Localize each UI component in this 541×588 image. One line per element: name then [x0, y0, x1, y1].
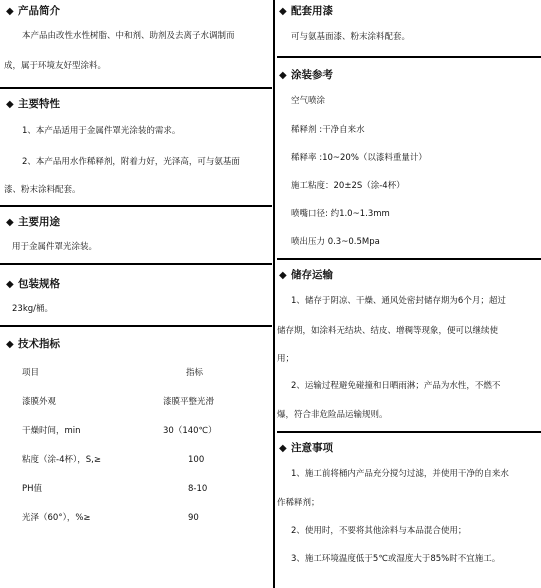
specs-cell-item: PH值	[22, 484, 43, 494]
features-line: 2、本产品用水作稀释剂，附着力好，光泽高，可与氨基面	[22, 157, 240, 167]
usage-section	[0, 211, 272, 261]
params-line: 施工粘度：20±2S（涂-4杯）	[291, 181, 405, 191]
intro-heading-text: 产品简介	[18, 5, 60, 17]
specs-cell-value: 90	[188, 513, 199, 523]
features-heading	[0, 93, 272, 115]
storage-heading	[277, 264, 541, 286]
specs-cell-value: 8-10	[188, 484, 208, 494]
specs-cell-item: 项目	[22, 368, 40, 378]
params-section	[277, 64, 541, 256]
specs-heading	[0, 333, 272, 355]
section-divider	[0, 325, 272, 327]
notes-line: 1、施工前将桶内产品充分搅匀过滤，并使用干净的自来水	[291, 469, 509, 479]
specs-cell-value: 漆膜平整光滑	[163, 397, 215, 407]
specs-cell-value: 指标	[186, 368, 204, 378]
diamond-icon: ◆	[279, 270, 287, 281]
storage-line: 储存期，如涂料无结块、结皮、增稠等现象，便可以继续使	[277, 326, 499, 336]
left-column	[0, 0, 272, 533]
section-divider	[277, 431, 541, 433]
features-heading-text: 主要特性	[18, 98, 60, 110]
diamond-icon: ◆	[279, 70, 287, 81]
matching-heading	[277, 0, 541, 22]
specs-cell-value: 100	[188, 455, 205, 465]
intro-line: 本产品由改性水性树脂、中和剂、助剂及去离子水调制而	[22, 31, 235, 41]
matching-heading-text: 配套用漆	[291, 5, 333, 17]
packaging-heading	[0, 273, 272, 295]
features-line: 漆、粉末涂料配套。	[4, 185, 81, 195]
storage-line: 爆，符合非危险品运输规则。	[277, 410, 388, 420]
section-divider	[277, 56, 541, 58]
params-line: 喷嘴口径: 约1.0~1.3mm	[291, 209, 390, 219]
specs-row	[0, 417, 272, 446]
specs-section	[0, 333, 272, 533]
params-heading	[277, 64, 541, 86]
packaging-section	[0, 273, 272, 323]
usage-heading	[0, 211, 272, 233]
notes-line: 2、使用时，不要将其他涂料与本品混合使用；	[291, 526, 467, 536]
specs-row	[0, 446, 272, 475]
diamond-icon: ◆	[6, 339, 14, 350]
section-divider	[0, 205, 272, 207]
params-line: 喷出压力 0.3~0.5Mpa	[291, 237, 380, 247]
usage-heading-text: 主要用途	[18, 216, 60, 228]
intro-section	[0, 0, 272, 81]
section-divider	[0, 87, 272, 89]
packaging-line: 23kg/桶。	[12, 304, 53, 314]
specs-row	[0, 359, 272, 388]
specs-row	[0, 504, 272, 533]
specs-heading-text: 技术指标	[18, 338, 60, 350]
section-divider	[0, 263, 272, 265]
notes-heading-text: 注意事项	[291, 442, 333, 454]
storage-line: 2、运输过程避免碰撞和日晒雨淋；产品为水性，不燃不	[291, 381, 501, 391]
specs-cell-value: 30（140℃）	[163, 426, 217, 436]
packaging-heading-text: 包装规格	[18, 278, 60, 290]
diamond-icon: ◆	[6, 217, 14, 228]
params-line: 稀释剂 :干净自来水	[291, 125, 365, 135]
diamond-icon: ◆	[279, 6, 287, 17]
params-line: 稀释率 :10~20%（以漆料重量计）	[291, 153, 427, 163]
notes-line: 作稀释剂；	[277, 498, 320, 508]
intro-line: 成，属于环境友好型涂料。	[4, 61, 107, 71]
storage-line: 1、储存于阴凉、干燥、通风处密封储存期为6个月；超过	[291, 296, 506, 306]
features-line: 1、本产品适用于金属件罩光涂装的需求。	[22, 126, 181, 136]
intro-heading	[0, 0, 272, 22]
params-line: 空气喷涂	[291, 96, 326, 106]
diamond-icon: ◆	[279, 443, 287, 454]
features-section	[0, 93, 272, 203]
specs-cell-item: 粘度（涂-4杯），S,≥	[22, 455, 101, 465]
specs-cell-item: 漆膜外观	[22, 397, 57, 407]
diamond-icon: ◆	[6, 279, 14, 290]
notes-line: 3、施工环境温度低于5℃或湿度大于85%时不宜施工。	[291, 554, 501, 564]
params-heading-text: 涂装参考	[291, 69, 333, 81]
section-divider	[277, 258, 541, 260]
right-column	[277, 0, 541, 573]
specs-row	[0, 388, 272, 417]
matching-line: 可与氨基面漆、粉末涂料配套。	[291, 32, 411, 42]
storage-line: 用；	[277, 354, 295, 364]
specs-cell-item: 光泽（60°），%≥	[22, 513, 91, 523]
specs-cell-item: 干燥时间，min	[22, 426, 81, 436]
diamond-icon: ◆	[6, 6, 14, 17]
notes-heading	[277, 437, 541, 459]
specs-table	[0, 359, 272, 533]
storage-heading-text: 储存运输	[291, 269, 333, 281]
column-divider	[273, 0, 275, 588]
diamond-icon: ◆	[6, 99, 14, 110]
matching-section	[277, 0, 541, 52]
usage-line: 用于金属件罩光涂装。	[12, 242, 98, 252]
notes-section	[277, 437, 541, 573]
specs-row	[0, 475, 272, 504]
storage-section	[277, 264, 541, 429]
